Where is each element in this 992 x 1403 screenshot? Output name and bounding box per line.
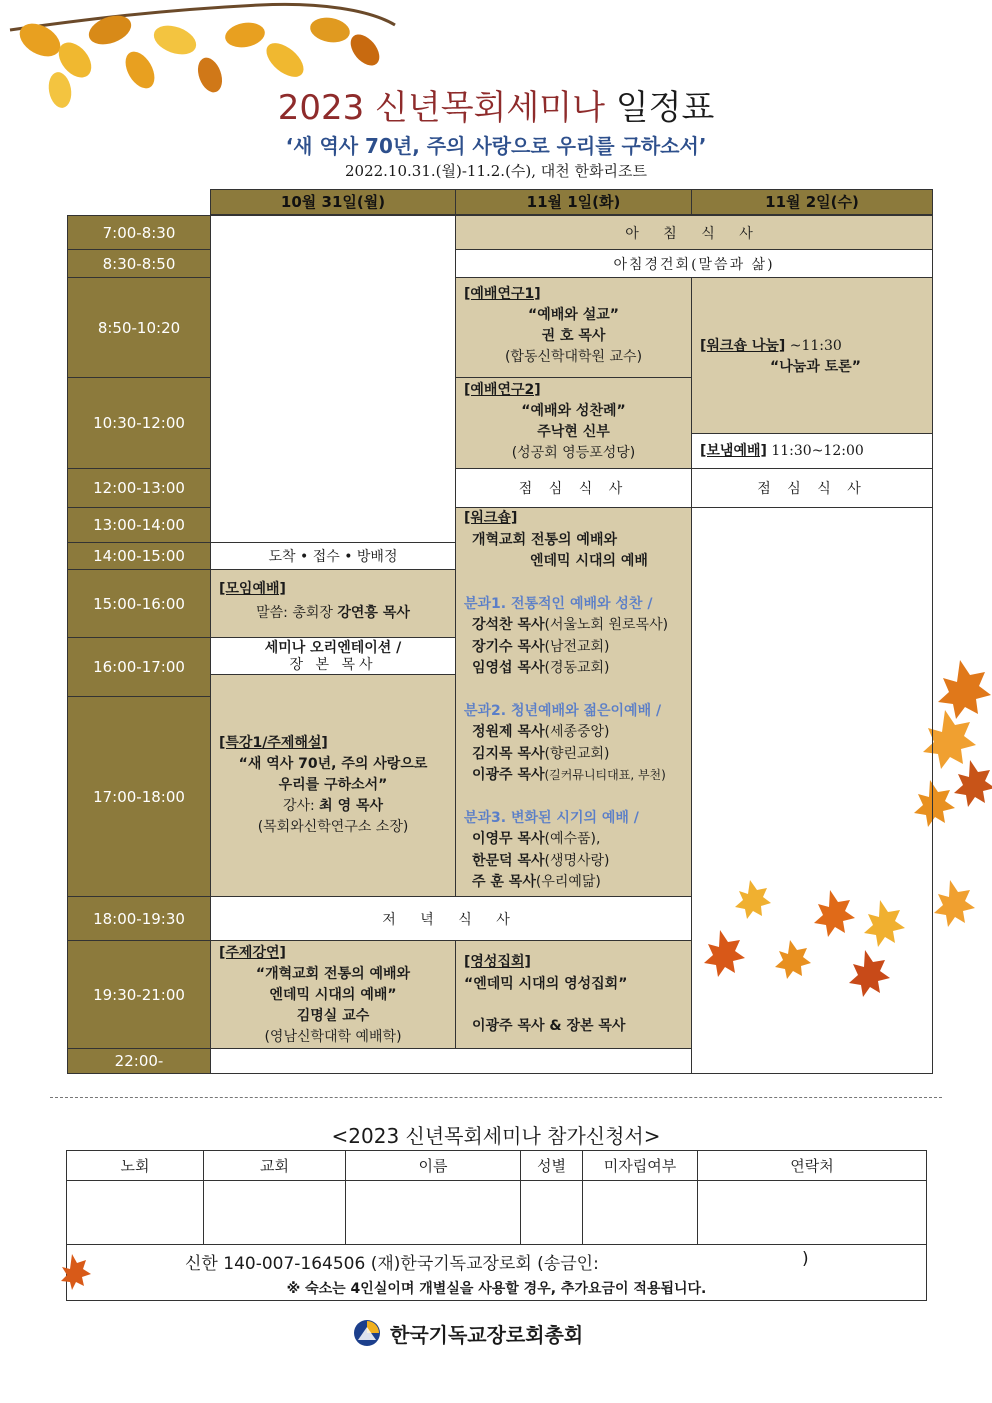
morning-devotion-cell: 아침경건회(말씀과 삶)	[455, 249, 933, 278]
bank-account: 신한 140-007-164506 (재)한국기독교장로회 (송금인:	[185, 1254, 599, 1274]
date-location: 2022.10.31.(월)-11.2.(수), 대천 한화리조트	[344, 162, 647, 180]
workshop-share-time: ~11:30	[785, 338, 842, 354]
time-slot: 19:30-21:00	[67, 940, 211, 1049]
sendoff-time: 11:30~12:00	[766, 443, 864, 459]
name-input[interactable]	[345, 1180, 521, 1245]
study1-speaker: 권 호 목사	[541, 328, 606, 344]
time-slot: 15:00-16:00	[67, 569, 211, 638]
time-slot: 12:00-13:00	[67, 468, 211, 508]
form-col-contact: 연락처	[697, 1150, 927, 1181]
workshop-share-title: “나눔과 토론”	[770, 359, 861, 375]
form-col-self-support: 미자립여부	[582, 1150, 698, 1181]
subtitle: ‘새 역사 70년, 주의 사랑으로 우리를 구하소서’	[285, 134, 707, 158]
special-speaker-prefix: 강사:	[282, 798, 320, 814]
workshop-share-cell	[691, 277, 933, 434]
special-label: [특강1/주제해설]	[219, 735, 328, 751]
member-affil: (서울노회 원로목사)	[544, 617, 669, 633]
study1-affiliation: (합동신학대학원 교수)	[504, 349, 643, 365]
study2-affiliation: (성공회 영등포성당)	[511, 445, 636, 461]
presbytery-input[interactable]	[66, 1180, 204, 1245]
church-input[interactable]	[203, 1180, 346, 1245]
workshop-cell	[455, 507, 692, 897]
self-support-input[interactable]	[582, 1180, 698, 1245]
keynote-affiliation: (영남신학대학 예배학)	[264, 1029, 402, 1045]
form-col-presbytery: 노회	[66, 1150, 204, 1181]
member-name: 정원제 목사	[472, 724, 545, 740]
form-title: <2023 신년목회세미나 참가신청서>	[331, 1124, 661, 1148]
member-name: 이영무 목사	[472, 831, 545, 847]
cut-line	[50, 1097, 942, 1098]
opening-preface: 말씀: 총회장	[256, 605, 338, 621]
breakfast-cell: 아 침 식 사	[455, 215, 933, 250]
opening-line	[219, 602, 447, 622]
lodging-note: ※ 숙소는 4인실이며 개별실을 사용할 경우, 추가요금이 적용됩니다.	[286, 1281, 707, 1297]
special-speaker-line	[219, 796, 447, 817]
keynote-speaker: 김명실 교수	[296, 1008, 370, 1024]
orientation-speaker: 장 본 목사	[289, 657, 377, 673]
lunch-tue-cell: 점 심 식 사	[455, 468, 692, 508]
time-slot: 18:00-19:30	[67, 896, 211, 941]
arrival-cell: 도착 • 접수 • 방배정	[210, 542, 456, 570]
keynote-title-2: 엔데믹 시대의 예배”	[269, 987, 397, 1003]
member-name: 김지목 목사	[472, 745, 545, 762]
time-slot: 14:00-15:00	[67, 542, 211, 570]
maple-leaf-icon	[50, 1252, 94, 1292]
sendoff-worship-cell	[691, 433, 933, 469]
time-slot: 22:00-	[67, 1048, 211, 1074]
time-slot: 13:00-14:00	[67, 507, 211, 543]
spacer	[464, 573, 683, 594]
group1-member	[464, 615, 683, 637]
study1-title: “예배와 설교”	[528, 307, 619, 323]
special-title-2: 우리를 구하소서”	[278, 777, 388, 793]
workshop-share-label: [워크숍 나눔]	[700, 338, 786, 354]
group2-member	[464, 744, 683, 766]
time-slot: 7:00-8:30	[67, 215, 211, 250]
sendoff-label: [보냄예배]	[700, 443, 767, 459]
form-col-church: 교회	[203, 1150, 346, 1181]
group3-member	[464, 872, 683, 894]
spiritual-title: “엔데믹 시대의 영성집회”	[464, 976, 628, 992]
member-affil: (향린교회)	[544, 745, 610, 762]
member-name: 주 훈 목사	[472, 874, 536, 890]
spacer	[464, 680, 683, 701]
member-affil: (생명사랑)	[544, 852, 610, 869]
keynote-label: [주제강연]	[219, 945, 286, 961]
member-affil: (세종중앙)	[544, 724, 610, 740]
page-title	[0, 80, 992, 129]
member-affil: (예수품),	[544, 831, 601, 847]
special-speaker: 최 영 목사	[319, 798, 384, 814]
member-name: 장기수 목사	[472, 638, 545, 655]
time-slot: 17:00-18:00	[67, 696, 211, 897]
day-header-wed: 11월 2일(수)	[691, 189, 933, 215]
group1-member	[464, 658, 683, 680]
gender-input[interactable]	[520, 1180, 583, 1245]
member-affil: (우리예닮)	[535, 874, 601, 890]
spacer	[464, 787, 683, 808]
time-slot: 10:30-12:00	[67, 377, 211, 469]
special-affiliation: (목회와신학연구소 소장)	[257, 819, 409, 835]
member-name: 임영섭 목사	[472, 660, 545, 676]
group2-member	[464, 722, 683, 744]
group2-member	[464, 765, 683, 787]
opening-speaker: 강연흥 목사	[337, 605, 410, 621]
special-lecture-cell	[210, 674, 456, 897]
title-main: 신년목회세미나	[364, 88, 616, 128]
account-info-box	[66, 1244, 927, 1301]
time-slot: 8:30-8:50	[67, 249, 211, 278]
footer-org	[352, 1318, 652, 1348]
mon-empty	[210, 215, 456, 543]
special-title-1: “새 역사 70년, 주의 사랑으로	[238, 756, 428, 772]
night-empty	[210, 1048, 692, 1074]
group3-member	[464, 829, 683, 851]
member-affil: (경동교회)	[544, 660, 610, 676]
study2-title: “예배와 성찬례”	[521, 403, 626, 419]
spiritual-gathering-cell	[455, 940, 692, 1049]
form-col-gender: 성별	[520, 1150, 583, 1181]
form-col-name: 이름	[345, 1150, 521, 1181]
group3-title: 분과3. 변화된 시기의 예배 /	[464, 809, 639, 826]
workshop-title-2: 엔데믹 시대의 예배	[530, 553, 648, 569]
study1-label: [예배연구1]	[464, 286, 541, 302]
group1-member	[464, 637, 683, 659]
org-name: 한국기독교장로회총회	[390, 1322, 584, 1347]
workshop-title-1: 개혁교회 전통의 예배와	[472, 531, 617, 548]
member-affil: (길커뮤니티대표, 부천)	[544, 768, 666, 782]
workshop-share-line	[700, 336, 924, 357]
study2-cell	[455, 377, 692, 469]
day-header-tue: 11월 1일(화)	[455, 189, 692, 215]
title-end: 일정표	[615, 88, 715, 128]
spacer	[464, 995, 683, 1015]
member-name: 이광주 목사	[472, 767, 545, 783]
orientation-cell	[210, 637, 456, 675]
dinner-cell: 저 녁 식 사	[210, 896, 692, 941]
opening-label: [모임예배]	[219, 581, 286, 597]
orientation-title: 세미나 오리엔테이션 /	[264, 640, 402, 656]
study1-cell	[455, 277, 692, 378]
group1-title: 분과1. 전통적인 예배와 성찬 /	[464, 595, 653, 612]
keynote-cell	[210, 940, 456, 1049]
time-slot: 16:00-17:00	[67, 637, 211, 697]
member-name: 한문덕 목사	[472, 852, 545, 869]
wed-empty	[691, 507, 933, 1074]
day-header-mon: 10월 31일(월)	[210, 189, 456, 215]
group2-title: 분과2. 청년예배와 젊은이예배 /	[464, 702, 662, 719]
group3-member	[464, 851, 683, 873]
workshop-label: [워크숍]	[464, 510, 518, 526]
bank-account-close: )	[802, 1249, 809, 1269]
keynote-title-1: “개혁교회 전통의 예배와	[255, 966, 411, 982]
spiritual-label: [영성집회]	[464, 954, 531, 970]
opening-worship-cell	[210, 569, 456, 638]
contact-input[interactable]	[697, 1180, 927, 1245]
prok-logo-icon	[352, 1318, 382, 1348]
spiritual-speakers: 이광주 목사 & 장본 목사	[472, 1018, 626, 1034]
member-name: 강석찬 목사	[472, 617, 545, 633]
study2-label: [예배연구2]	[464, 382, 541, 398]
member-affil: (남전교회)	[544, 638, 610, 655]
study2-speaker: 주낙현 신부	[537, 424, 610, 440]
lunch-wed-cell: 점 심 식 사	[691, 468, 933, 508]
title-year: 2023	[277, 88, 365, 128]
time-slot: 8:50-10:20	[67, 277, 211, 378]
